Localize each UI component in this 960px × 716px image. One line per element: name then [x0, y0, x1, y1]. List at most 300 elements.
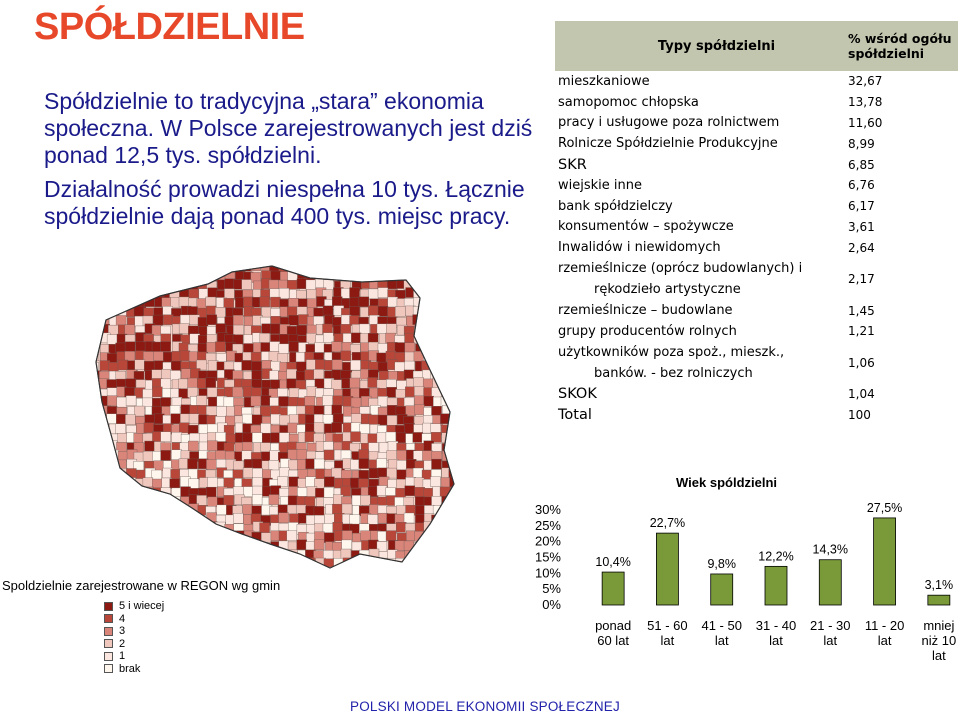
map-municipality [90, 452, 100, 462]
map-municipality [117, 289, 127, 299]
map-municipality [288, 397, 298, 407]
map-municipality [225, 262, 235, 271]
map-municipality [460, 469, 462, 479]
map-municipality [125, 486, 135, 496]
map-municipality [342, 531, 352, 541]
legend-title: Spoldzielnie zarejestrowane w REGON wg gmin [2, 578, 281, 593]
map-municipality [162, 497, 172, 507]
cooperative-type-name [555, 175, 848, 196]
map-municipality [217, 505, 227, 515]
map-municipality [405, 567, 415, 577]
map-municipality [90, 443, 100, 453]
map-municipality [225, 559, 235, 569]
map-municipality [226, 551, 236, 561]
map-municipality [171, 414, 181, 424]
map-municipality [135, 559, 145, 569]
map-municipality [108, 362, 118, 372]
map-municipality [89, 272, 99, 282]
map-municipality [109, 533, 119, 543]
map-municipality [458, 514, 462, 524]
map-municipality [460, 317, 462, 327]
type-name-line: samopomoc chłopska [558, 94, 699, 110]
map-municipality [278, 560, 288, 570]
map-municipality [458, 551, 462, 561]
map-municipality [305, 396, 315, 406]
map-municipality [171, 551, 181, 561]
map-municipality [289, 487, 299, 497]
map-municipality [442, 262, 452, 271]
map-municipality [152, 370, 162, 380]
map-municipality [251, 352, 261, 362]
map-municipality [262, 324, 272, 334]
map-municipality [262, 567, 272, 577]
map-municipality [289, 388, 299, 398]
map-municipality [199, 569, 209, 578]
map-municipality [388, 568, 398, 578]
map-municipality [431, 262, 441, 272]
map-municipality [126, 495, 136, 505]
map-municipality [414, 378, 424, 388]
map-municipality [197, 560, 207, 570]
type-name-line: wiejskie inne [558, 177, 642, 193]
map-municipality [324, 487, 334, 497]
map-municipality [262, 307, 272, 317]
map-municipality [288, 262, 298, 271]
map-municipality [188, 441, 198, 451]
legend-label: 3 [119, 625, 126, 638]
map-municipality [368, 263, 378, 273]
legend-label: 4 [119, 612, 126, 625]
map-municipality [163, 532, 173, 542]
map-municipality [242, 360, 252, 370]
map-municipality [449, 433, 459, 443]
type-name-line: mieszkaniowe [558, 73, 650, 89]
map-municipality [278, 551, 288, 561]
map-municipality [89, 524, 99, 534]
map-municipality [423, 560, 433, 570]
legend-swatch [104, 602, 113, 611]
map-municipality [190, 551, 200, 561]
legend-item [104, 650, 164, 663]
y-tick-label: 20% [534, 533, 561, 549]
map-municipality [459, 325, 462, 335]
map-municipality [89, 424, 99, 434]
map-municipality [152, 523, 162, 533]
map-municipality [368, 378, 378, 388]
map-municipality [117, 542, 127, 552]
map-municipality [297, 488, 307, 498]
map-municipality [109, 477, 119, 487]
type-name-line: Total [558, 406, 592, 423]
map-municipality [208, 361, 218, 371]
table-row [555, 154, 958, 175]
cooperative-type-percent: 100 [848, 407, 871, 422]
map-municipality [415, 497, 425, 507]
map-municipality [305, 496, 315, 506]
map-municipality [135, 272, 145, 282]
map-municipality [116, 551, 126, 561]
map-municipality [431, 549, 441, 559]
map-municipality [208, 542, 218, 552]
bar [602, 572, 624, 605]
map-municipality [423, 532, 433, 542]
map-municipality [459, 540, 462, 550]
map-municipality [171, 262, 181, 272]
map-municipality [296, 576, 306, 578]
map-municipality [395, 343, 405, 353]
map-municipality [153, 541, 163, 551]
map-municipality [378, 577, 388, 578]
map-municipality [242, 414, 252, 424]
map-municipality [422, 317, 432, 327]
map-municipality [207, 569, 217, 578]
map-municipality [98, 270, 108, 280]
map-municipality [242, 442, 252, 452]
map-municipality [414, 387, 424, 397]
map-municipality [161, 342, 171, 352]
map-municipality [243, 468, 253, 478]
map-municipality [99, 488, 109, 498]
map-municipality [118, 360, 128, 370]
map-municipality [107, 298, 117, 308]
map-municipality [234, 541, 244, 551]
map-municipality [252, 433, 262, 443]
map-municipality [89, 434, 99, 444]
y-tick-label: 30% [534, 502, 561, 517]
map-municipality [351, 360, 361, 370]
map-municipality [234, 461, 244, 471]
map-municipality [424, 550, 434, 560]
map-municipality [107, 497, 117, 507]
map-municipality [181, 369, 191, 379]
map-municipality [253, 542, 263, 552]
map-municipality [208, 550, 218, 560]
cooperative-type-name [555, 217, 848, 238]
map-municipality [91, 559, 101, 569]
map-municipality [252, 370, 262, 380]
map-municipality [369, 415, 379, 425]
map-municipality [314, 540, 324, 550]
map-municipality [126, 540, 136, 550]
map-municipality [442, 317, 452, 327]
map-municipality [116, 315, 126, 325]
map-municipality [460, 379, 462, 389]
map-municipality [305, 576, 315, 578]
map-municipality [107, 515, 117, 525]
intro-text [44, 88, 534, 237]
type-name-line: Rolnicze Spółdzielnie Produkcyjne [558, 136, 778, 152]
map-municipality [305, 370, 315, 380]
map-municipality [100, 433, 110, 443]
map-municipality [460, 407, 462, 417]
map-municipality [171, 541, 181, 551]
type-name-line: SKR [558, 156, 587, 173]
map-municipality [431, 315, 441, 325]
map-municipality [359, 271, 369, 281]
map-municipality [135, 568, 145, 578]
map-municipality [207, 262, 217, 272]
map-municipality [181, 569, 191, 578]
map-municipality [378, 415, 388, 425]
map-municipality [154, 263, 164, 273]
map-municipality [287, 369, 297, 379]
map-municipality [279, 288, 289, 298]
map-municipality [118, 532, 128, 542]
map-municipality [441, 308, 451, 318]
map-municipality [152, 272, 162, 282]
map-municipality [279, 468, 289, 478]
map-municipality [450, 569, 460, 578]
map-municipality [278, 477, 288, 487]
map-municipality [459, 415, 462, 425]
map-municipality [100, 280, 110, 290]
map-municipality [415, 506, 425, 516]
map-municipality [441, 533, 451, 543]
map-municipality [332, 342, 342, 352]
table-row [555, 133, 958, 154]
map-municipality [341, 351, 351, 361]
map-municipality [442, 388, 452, 398]
cooperative-type-percent: 1,06 [848, 355, 875, 370]
map-municipality [269, 280, 279, 290]
map-municipality [414, 405, 424, 415]
map-municipality [351, 271, 361, 281]
map-municipality [395, 262, 405, 271]
table-row [555, 237, 958, 258]
map-municipality [154, 531, 164, 541]
map-municipality [127, 288, 137, 298]
map-municipality [270, 342, 280, 352]
map-municipality [270, 549, 280, 559]
map-municipality [189, 271, 199, 281]
map-municipality [323, 396, 333, 406]
map-municipality [395, 270, 405, 280]
map-municipality [387, 271, 397, 281]
map-municipality [215, 342, 225, 352]
map-municipality [206, 297, 216, 307]
cooperative-type-percent: 1,04 [848, 387, 875, 402]
map-municipality [107, 523, 117, 533]
legend-swatch [104, 652, 113, 661]
map-municipality [432, 297, 442, 307]
map-municipality [458, 523, 462, 533]
data-label: 9,8% [707, 556, 736, 571]
map-municipality [144, 297, 154, 307]
map-municipality [341, 486, 351, 496]
map-municipality [181, 405, 191, 415]
map-municipality [199, 271, 209, 281]
map-municipality [334, 558, 344, 568]
map-municipality [287, 505, 297, 515]
map-municipality [451, 406, 461, 416]
header-types: Typy spółdzielni [555, 21, 848, 71]
type-name-line: pracy i usługowe poza rolnictwem [558, 115, 780, 131]
map-municipality [449, 351, 459, 361]
map-municipality [161, 506, 171, 516]
map-municipality [271, 271, 281, 281]
map-municipality [361, 531, 371, 541]
map-municipality [144, 496, 154, 506]
map-municipality [243, 558, 253, 568]
map-municipality [423, 270, 433, 280]
map-municipality [397, 460, 407, 470]
map-municipality [269, 460, 279, 470]
map-municipality [451, 380, 461, 390]
map-municipality [260, 523, 270, 533]
map-municipality [188, 378, 198, 388]
map-municipality [217, 550, 227, 560]
map-municipality [206, 378, 216, 388]
map-municipality [460, 398, 462, 408]
map-municipality [98, 495, 108, 505]
map-municipality [100, 470, 110, 480]
map-municipality [145, 441, 155, 451]
map-municipality [458, 308, 462, 318]
map-municipality [100, 424, 110, 434]
x-tick-label: 51 - 60 [647, 618, 688, 633]
map-municipality [269, 371, 279, 381]
cooperative-type-percent: 13,78 [848, 95, 883, 110]
legend-label: 5 i wiecej [119, 600, 165, 613]
map-municipality [377, 459, 387, 469]
map-municipality [108, 540, 118, 550]
map-municipality [253, 569, 263, 578]
map-municipality [332, 504, 342, 514]
bar [928, 595, 950, 605]
map-municipality [306, 360, 316, 370]
map-municipality [422, 540, 432, 550]
map-municipality [441, 541, 451, 551]
map-municipality [126, 279, 136, 289]
map-municipality [180, 542, 190, 552]
map-municipality [424, 567, 434, 577]
x-tick-label: lat [931, 648, 946, 663]
map-municipality [161, 549, 171, 559]
map-municipality [252, 361, 262, 371]
bar [711, 574, 733, 605]
map-municipality [261, 423, 271, 433]
map-municipality [269, 351, 279, 361]
cooperative-type-percent: 11,60 [848, 115, 883, 130]
cooperative-type-name [555, 321, 848, 342]
map-municipality [324, 450, 334, 460]
map-municipality [134, 524, 144, 534]
map-municipality [136, 513, 146, 523]
cooperative-type-name [555, 92, 848, 113]
cooperative-type-name [555, 196, 848, 217]
x-tick-label: lat [823, 633, 838, 648]
map-municipality [369, 558, 379, 568]
map-municipality [243, 567, 253, 577]
map-municipality [116, 424, 126, 434]
map-municipality [377, 568, 387, 578]
map-municipality [179, 324, 189, 334]
map-municipality [161, 450, 171, 460]
map-municipality [198, 279, 208, 289]
map-municipality [90, 469, 100, 479]
map-municipality [323, 333, 333, 343]
map-municipality [143, 389, 153, 399]
map-municipality [171, 568, 181, 578]
x-tick-label: mniej [923, 618, 955, 633]
map-municipality [107, 396, 117, 406]
map-municipality [260, 297, 270, 307]
map-municipality [332, 405, 342, 415]
map-municipality [179, 522, 189, 532]
map-municipality [180, 559, 190, 569]
map-municipality [279, 397, 289, 407]
poland-cooperatives-map [10, 262, 462, 578]
map-municipality [458, 496, 462, 506]
map-municipality [262, 558, 272, 568]
slide-title: SPÓŁDZIELNIE [34, 6, 305, 48]
map-municipality [459, 344, 462, 354]
map-municipality [297, 325, 307, 335]
map-municipality [117, 299, 127, 309]
map-municipality [161, 432, 171, 442]
map-municipality [449, 272, 459, 282]
map-municipality [423, 334, 433, 344]
map-municipality [298, 315, 308, 325]
map-municipality [386, 333, 396, 343]
map-municipality [305, 558, 315, 568]
map-municipality [307, 263, 317, 273]
map-municipality [405, 333, 415, 343]
map-municipality [450, 362, 460, 372]
map-municipality [252, 415, 262, 425]
legend-item [104, 663, 164, 676]
map-municipality [332, 297, 342, 307]
map-municipality [451, 369, 461, 379]
footer-text: POLSKI MODEL EKONOMII SPOŁECZNEJ [350, 699, 620, 714]
map-municipality [431, 477, 441, 487]
map-municipality [152, 325, 162, 335]
map-municipality [306, 333, 316, 343]
data-label: 10,4% [595, 555, 631, 570]
map-municipality [89, 389, 99, 399]
map-municipality [333, 396, 343, 406]
map-municipality [215, 450, 225, 460]
map-municipality [188, 459, 198, 469]
map-municipality [377, 486, 387, 496]
map-municipality [99, 522, 109, 532]
map-municipality [414, 558, 424, 568]
map-municipality [441, 369, 451, 379]
map-municipality [297, 540, 307, 550]
table-row [555, 113, 958, 134]
y-tick-label: 25% [534, 517, 561, 533]
map-municipality [441, 270, 451, 280]
map-municipality [314, 423, 324, 433]
map-municipality [406, 406, 416, 416]
x-tick-label: 31 - 40 [755, 618, 797, 633]
map-municipality [449, 298, 459, 308]
header-percent: % wśród ogółu spółdzielni [848, 21, 958, 71]
map-municipality [387, 387, 397, 397]
map-municipality [378, 468, 388, 478]
map-municipality [125, 506, 135, 516]
map-municipality [179, 379, 189, 389]
map-municipality [432, 353, 442, 363]
map-municipality [270, 559, 280, 569]
map-municipality [350, 515, 360, 525]
type-name-line: SKOK [558, 386, 597, 403]
map-municipality [449, 262, 459, 271]
map-municipality [161, 397, 171, 407]
map-municipality [152, 470, 162, 480]
map-municipality [350, 559, 360, 569]
map-municipality [127, 522, 137, 532]
